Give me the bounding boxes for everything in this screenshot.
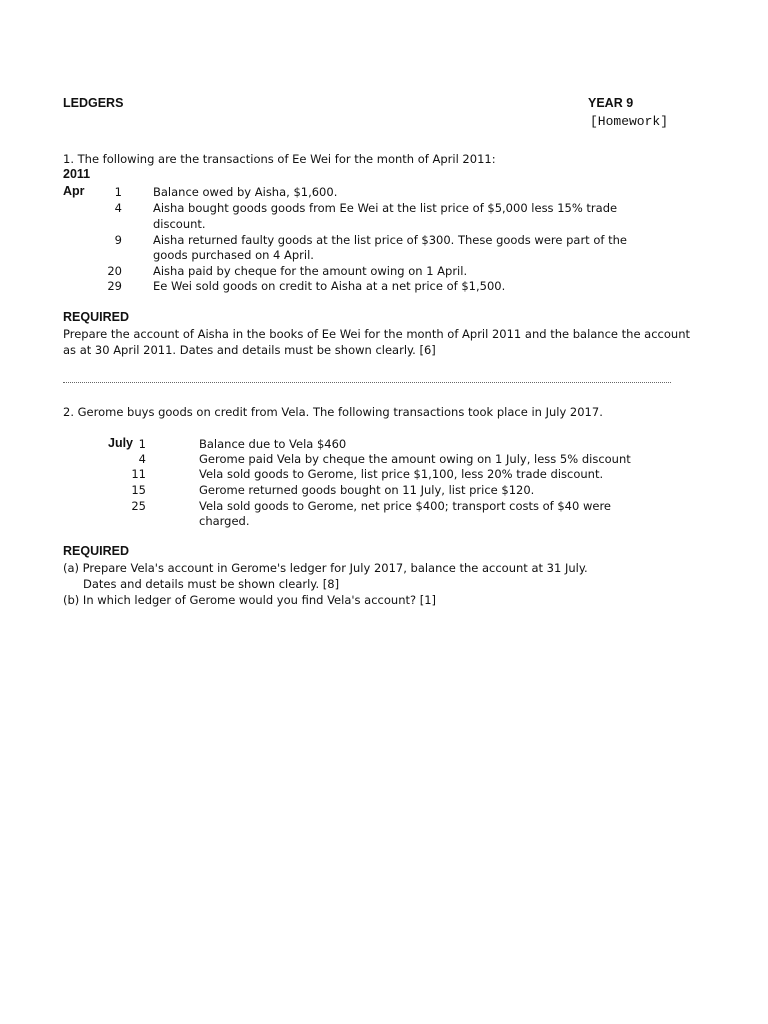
year-label: YEAR 9 <box>588 96 634 110</box>
q1-row-text: Aisha paid by cheque for the amount owing on 1 April. <box>153 264 468 278</box>
q1-row-text-cont: discount. <box>153 217 206 231</box>
q1-row-text: Ee Wei sold goods on credit to Aisha at a net price of $1,500. <box>153 279 506 293</box>
q1-month-label: Apr <box>63 184 85 198</box>
q1-year-label: 2011 <box>63 167 91 181</box>
q1-row-day: 20 <box>107 264 122 278</box>
q1-required-text: Prepare the account of Aisha in the books of Ee Wei for the month of April 2011 and the balance the account <box>63 327 690 341</box>
q2-required-part-a-cont: Dates and details must be shown clearly. [8] <box>83 577 340 591</box>
q2-row-text-cont: charged. <box>199 514 250 528</box>
q1-required-text: as at 30 April 2011. Dates and details must be shown clearly. [6] <box>63 343 436 357</box>
q2-row-text: Gerome returned goods bought on 11 July, list price $120. <box>199 483 535 497</box>
q2-row-day: 25 <box>131 499 146 513</box>
q2-required-part-b: (b) In which ledger of Gerome would you find Vela's account? [1] <box>63 593 437 607</box>
q2-row-text: Balance due to Vela $460 <box>199 437 347 451</box>
q2-row-day: 4 <box>138 452 146 466</box>
q1-row-text-cont: goods purchased on 4 April. <box>153 248 314 262</box>
q1-row-day: 29 <box>107 279 122 293</box>
q2-row-day: 11 <box>131 467 146 481</box>
q1-required-label: REQUIRED <box>63 310 129 324</box>
doc-title: LEDGERS <box>63 96 124 110</box>
q2-row-day: 15 <box>131 483 146 497</box>
q2-required-part-a: (a) Prepare Vela's account in Gerome's ledger for July 2017, balance the account at 31 July. <box>63 561 588 575</box>
q2-row-day: 1 <box>138 437 146 451</box>
section-divider <box>63 382 671 383</box>
q1-row-day: 1 <box>114 185 122 199</box>
q1-row-text: Balance owed by Aisha, $1,600. <box>153 185 338 199</box>
q1-row-text: Aisha bought goods goods from Ee Wei at the list price of $5,000 less 15% trade <box>153 201 618 215</box>
q1-row-text: Aisha returned faulty goods at the list price of $300. These goods were part of the <box>153 233 627 247</box>
q2-month-label: July <box>108 436 134 450</box>
q1-intro: 1. The following are the transactions of Ee Wei for the month of April 2011: <box>63 152 496 166</box>
q1-row-day: 4 <box>114 201 122 215</box>
q2-row-text: Vela sold goods to Gerome, list price $1,100, less 20% trade discount. <box>199 467 604 481</box>
q2-required-label: REQUIRED <box>63 544 129 558</box>
q2-row-text: Vela sold goods to Gerome, net price $400; transport costs of $40 were <box>199 499 612 513</box>
q1-row-day: 9 <box>114 233 122 247</box>
q2-intro: 2. Gerome buys goods on credit from Vela. The following transactions took place in July 2017. <box>63 405 603 419</box>
q2-row-text: Gerome paid Vela by cheque the amount owing on 1 July, less 5% discount <box>199 452 631 466</box>
homework-tag: [Homework] <box>590 114 669 129</box>
